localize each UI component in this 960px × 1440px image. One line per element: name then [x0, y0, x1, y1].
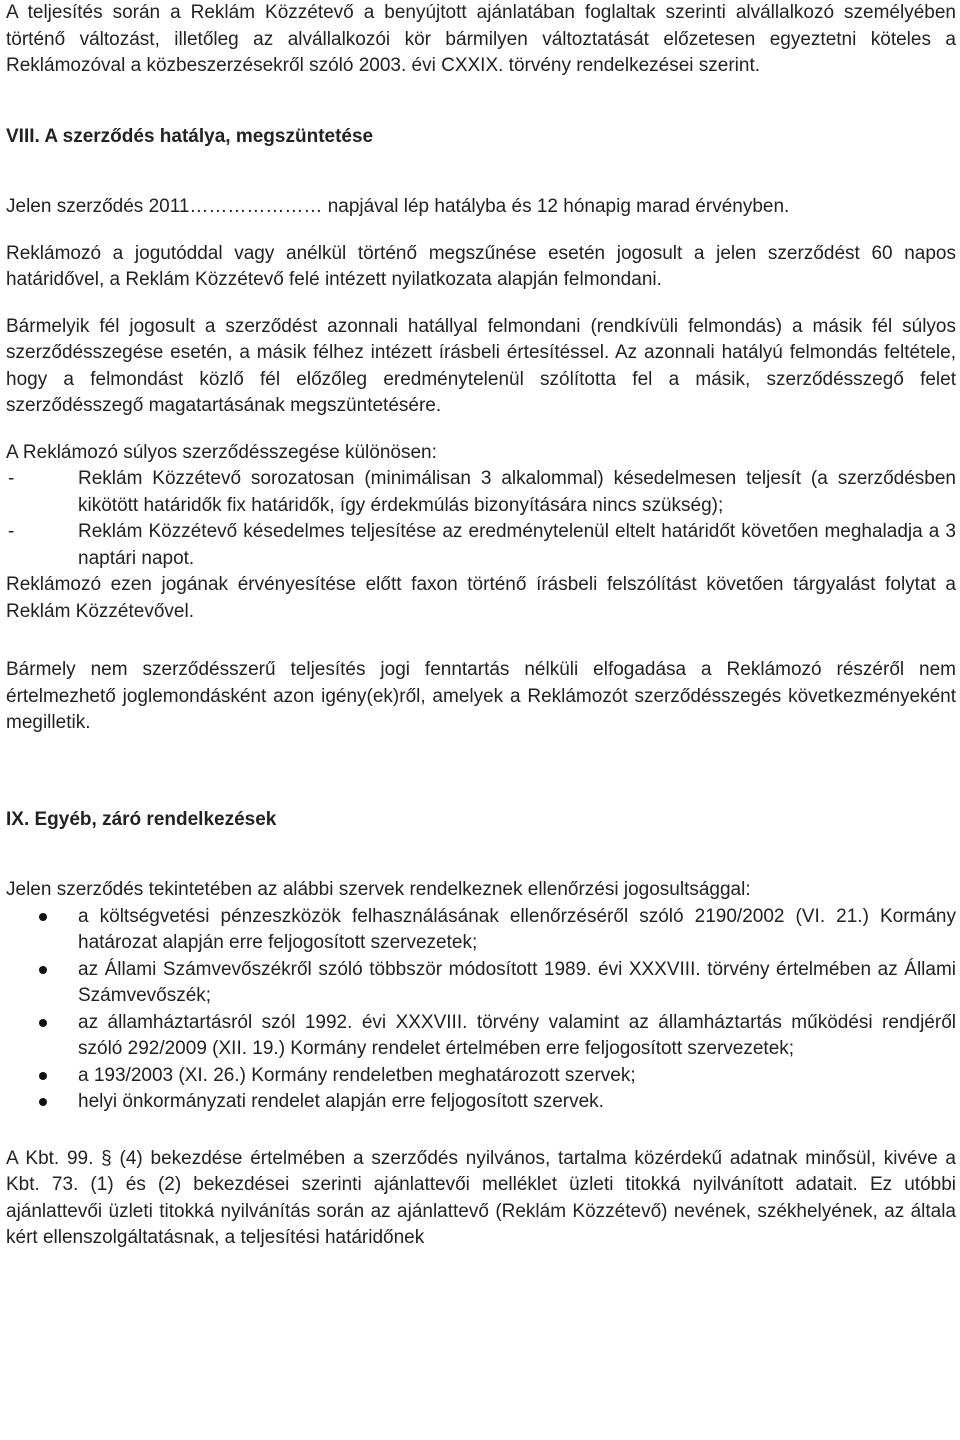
paragraph-audit-intro: Jelen szerződés tekintetében az alábbi szervek rendelkeznek ellenőrzési jogosultsággal:	[6, 879, 751, 900]
paragraph-breach-intro: A Reklámozó súlyos szerződésszegése különösen:	[6, 441, 437, 463]
breach-list	[6, 466, 956, 572]
paragraph-immediate-termination: Bármelyik fél jogosult a szerződést azonnali hatállyal felmondani (rendkívüli felmondás) a másik fél súlyos szerződésszegése esetén, a másik félhez intézett írásbeli értesítéssel. Az azonnali hatályú felmondás feltétele, hogy a felmondást közlő fél előzőleg eredménytelenül szólította fel a másik, szerződésszegő felet szerződésszegő magatartásának megszüntetésére.	[6, 315, 956, 416]
list-item	[6, 1089, 956, 1116]
list-item-text: a költségvetési pénzeszközök felhasználásának ellenőrzéséről szóló 2190/2002 (VI. 21.) Kormány határozat alapján erre feljogosított szervezetek;	[78, 905, 956, 953]
list-item-text: az Állami Számvevőszékről szóló többször módosított 1989. évi XXXVIII. törvény értelmében az Állami Számvevőszék;	[78, 958, 956, 1006]
list-item-text: Reklám Közzétevő sorozatosan (minimálisan 3 alkalommal) késedelmesen teljesít (a szerződésben kikötött határidők fix határidők, így érdekmúlás bizonyítására nincs szükség);	[78, 468, 956, 516]
list-item-text: a 193/2003 (XI. 26.) Kormány rendeletben meghatározott szervek;	[78, 1064, 636, 1086]
bullet-icon	[6, 957, 78, 983]
list-item	[6, 466, 956, 519]
list-item-text: helyi önkormányzati rendelet alapján erre feljogosított szervek.	[78, 1091, 604, 1112]
bullet-icon	[6, 1063, 78, 1089]
paragraph-termination-notice: Reklámozó a jogutóddal vagy anélkül történő megszűnése esetén jogosult a jelen szerződést 60 napos határidővel, a Reklám Közzétevő felé intézett nyilatkozata alapján felmondani.	[6, 242, 956, 290]
bullet-icon	[6, 1089, 78, 1115]
dash-marker: -	[8, 468, 15, 489]
list-item	[6, 904, 956, 957]
list-item	[6, 1063, 956, 1090]
bullet-icon	[6, 1010, 78, 1036]
section-heading-ix: IX. Egyéb, záró rendelkezések	[6, 808, 277, 830]
dash-marker: -	[8, 521, 15, 542]
list-item	[6, 1010, 956, 1063]
paragraph-subcontractor-change: A teljesítés során a Reklám Közzétevő a benyújtott ajánlatában foglaltak szerinti alvállalkozó személyében történő változást, illetőleg az alvállalkozói kör bármilyen változtatását előzetesen egyeztetni köteles a Reklámozóval a közbeszerzésekről szóló 2003. évi CXXIX. törvény rendelkezései szerint.	[6, 2, 956, 76]
list-item	[6, 957, 956, 1010]
document-page	[6, 0, 956, 1252]
section-heading-viii: VIII. A szerződés hatálya, megszüntetése	[6, 125, 374, 147]
bullet-icon	[6, 904, 78, 930]
audit-bodies-list	[6, 904, 956, 1116]
list-item-text: az államháztartásról szól 1992. évi XXXVIII. törvény valamint az államháztartás működési rendjéről szóló 292/2009 (XII. 19.) Kormány rendelet értelmében erre feljogosított szervezetek;	[78, 1011, 956, 1059]
paragraph-no-waiver: Bármely nem szerződésszerű teljesítés jogi fenntartás nélküli elfogadása a Reklámozó részéről nem értelmezhető joglemondásként azon igény(ek)ről, amelyek a Reklámozót szerződésszegés következményeként megilletik.	[6, 659, 956, 733]
list-item-text: Reklám Közzétevő késedelmes teljesítése az eredménytelenül eltelt határidőt követően meghaladja a 3 naptári napot.	[78, 521, 956, 569]
paragraph-public-data: A Kbt. 99. § (4) bekezdése értelmében a szerződés nyilvános, tartalma közérdekű adatnak minősül, kivéve a Kbt. 73. (1) és (2) bekezdései szerinti ajánlattevői melléklet üzleti titokká nyilvánított adatait. Ez utóbbi ajánlattevői üzleti titokká nyilvánítás során az ajánlattevő (Reklám Közzétevő) nevének, székhelyének, az általa kért ellenszolgáltatásnak, a teljesítési határidőnek	[6, 1147, 956, 1248]
list-item	[6, 519, 956, 572]
paragraph-fax-notice: Reklámozó ezen jogának érvényesítése előtt faxon történő írásbeli felszólítást követően tárgyalást folytat a Reklám Közzétevővel.	[6, 574, 956, 622]
paragraph-effective-date: Jelen szerződés 2011………………… napjával lép hatályba és 12 hónapig marad érvényben.	[6, 196, 790, 217]
